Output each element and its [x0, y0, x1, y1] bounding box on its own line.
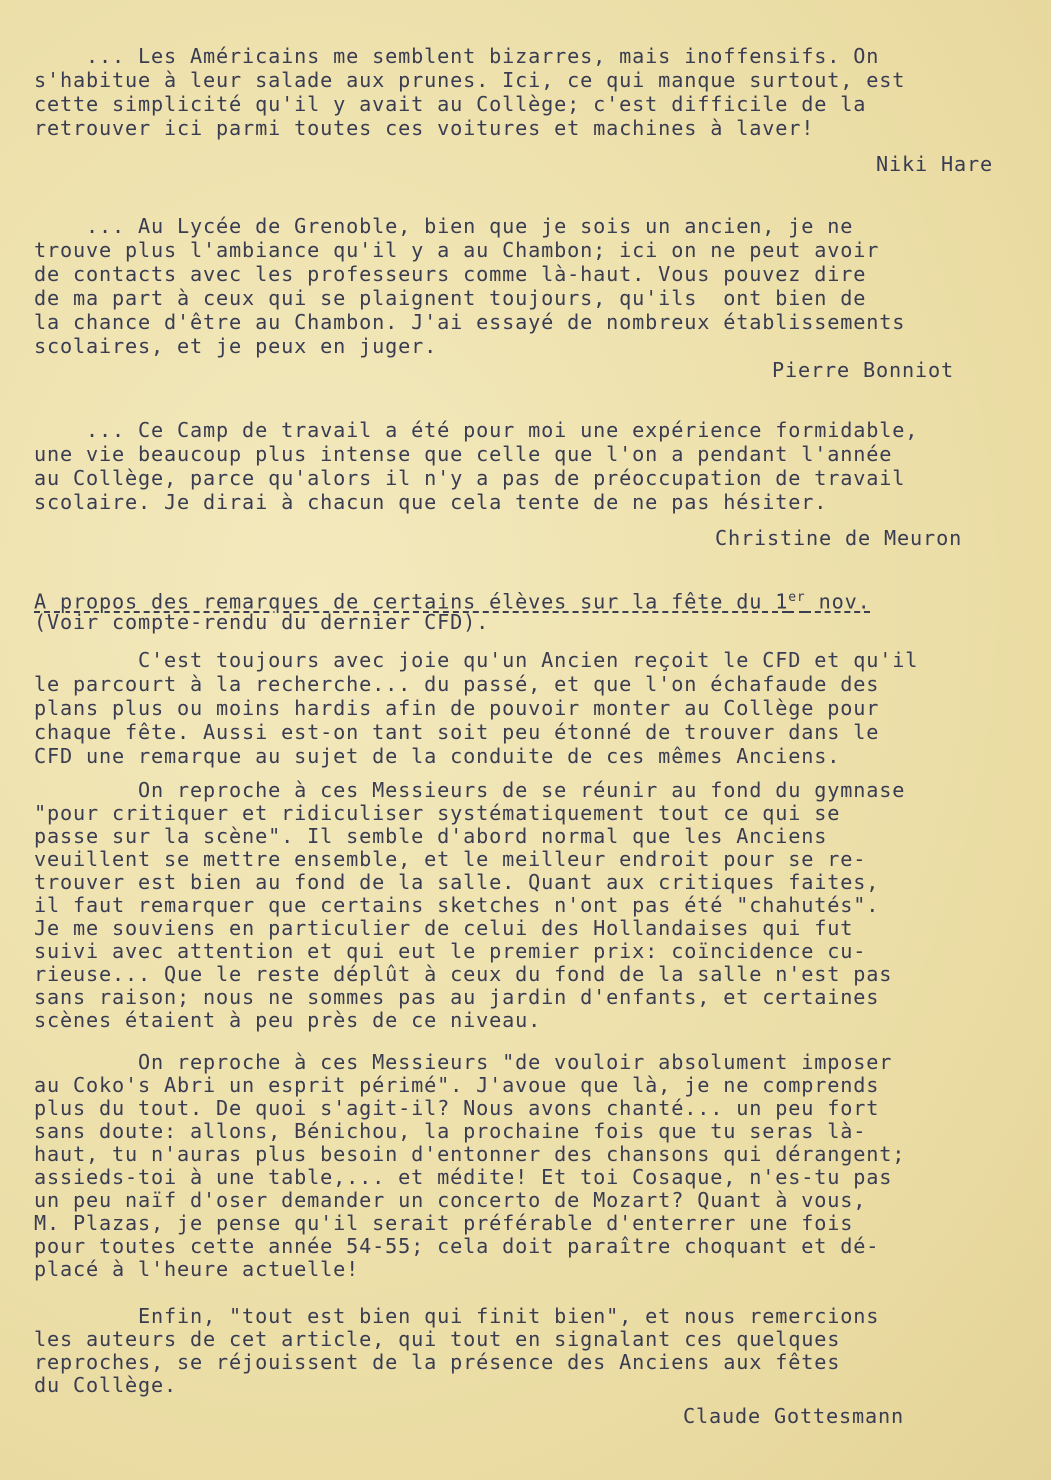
author-signature: Pierre Bonniot	[772, 358, 955, 382]
article-line: trouver est bien au fond de la salle. Quant aux critiques faites,	[34, 870, 880, 894]
author-signature: Claude Gottesmann	[683, 1404, 905, 1428]
article-line: au Coko's Abri un esprit périmé". J'avoue que là, je ne comprends	[34, 1073, 880, 1097]
letter-line: ... Au Lycée de Grenoble, bien que je sois un ancien, je ne	[34, 214, 854, 238]
article-line: les auteurs de cet article, qui tout en signalant ces quelques	[34, 1327, 841, 1351]
letter-line: ... Ce Camp de travail a été pour moi une expérience formidable,	[34, 418, 919, 442]
article-line: assieds-toi à une table,... et médite! Et toi Cosaque, n'es-tu pas	[34, 1165, 893, 1189]
article-line: passe sur la scène". Il semble d'abord normal que les Anciens	[34, 824, 828, 848]
letter-line: scolaire. Je dirai à chacun que cela tente de ne pas hésiter.	[34, 490, 828, 514]
author-signature: Christine de Meuron	[715, 526, 963, 550]
article-subheading: (Voir compte-rendu du dernier CFD).	[34, 610, 490, 634]
article-line: chaque fête. Aussi est-on tant soit peu étonné de trouver dans le	[34, 720, 880, 744]
article-line: Enfin, "tout est bien qui finit bien", et nous remercions	[34, 1304, 880, 1328]
article-line: placé à l'heure actuelle!	[34, 1257, 360, 1281]
article-line: reproches, se réjouissent de la présence des Anciens aux fêtes	[34, 1350, 841, 1374]
article-line: un peu naïf d'oser demander un concerto de Mozart? Quant à vous,	[34, 1188, 867, 1212]
article-line: scènes étaient à peu près de ce niveau.	[34, 1008, 542, 1032]
article-line: du Collège.	[34, 1373, 178, 1397]
letter-line: cette simplicité qu'il y avait au Collège; c'est difficile de la	[34, 92, 867, 116]
article-line: plans plus ou moins hardis afin de pouvoir monter au Collège pour	[34, 696, 880, 720]
letter-line: s'habitue à leur salade aux prunes. Ici, ce qui manque surtout, est	[34, 68, 906, 92]
article-line: On reproche à ces Messieurs de se réunir au fond du gymnase	[34, 778, 906, 802]
article-line: CFD une remarque au sujet de la conduite de ces mêmes Anciens.	[34, 744, 841, 768]
letter-line: scolaires, et je peux en juger.	[34, 334, 438, 358]
article-line: Je me souviens en particulier de celui des Hollandaises qui fut	[34, 916, 854, 940]
heading-end: nov.	[805, 589, 871, 614]
article-line: On reproche à ces Messieurs "de vouloir absolument imposer	[34, 1050, 893, 1074]
letter-line: au Collège, parce qu'alors il n'y a pas de préoccupation de travail	[34, 466, 906, 490]
article-line: il faut remarquer que certains sketches n'ont pas été "chahutés".	[34, 893, 880, 917]
article-line: plus du tout. De quoi s'agit-il? Nous avons chanté... un peu fort	[34, 1096, 880, 1120]
article-line: veuillent se mettre ensemble, et le meilleur endroit pour se re-	[34, 847, 867, 871]
letter-line: retrouver ici parmi toutes ces voitures et machines à laver!	[34, 116, 815, 140]
article-line: pour toutes cette année 54-55; cela doit paraître choquant et dé-	[34, 1234, 880, 1258]
letter-line: trouve plus l'ambiance qu'il y a au Chambon; ici on ne peut avoir	[34, 238, 880, 262]
article-line: le parcourt à la recherche... du passé, et que l'on échafaude des	[34, 672, 880, 696]
article-line: M. Plazas, je pense qu'il serait préférable d'enterrer une fois	[34, 1211, 854, 1235]
letter-line: de ma part à ceux qui se plaignent toujours, qu'ils ont bien de	[34, 286, 867, 310]
letter-line: de contacts avec les professeurs comme là-haut. Vous pouvez dire	[34, 262, 867, 286]
article-line: C'est toujours avec joie qu'un Ancien reçoit le CFD et qu'il	[34, 648, 919, 672]
article-line: suivi avec attention et qui eut le premier prix: coïncidence cu-	[34, 939, 867, 963]
article-line: rieuse... Que le reste déplût à ceux du fond de la salle n'est pas	[34, 962, 893, 986]
letter-line: une vie beaucoup plus intense que celle que l'on a pendant l'année	[34, 442, 893, 466]
heading-superscript: er	[788, 590, 806, 605]
author-signature: Niki Hare	[876, 152, 994, 176]
letter-line: ... Les Américains me semblent bizarres, mais inoffensifs. On	[34, 44, 880, 68]
article-line: sans raison; nous ne sommes pas au jardin d'enfants, et certaines	[34, 985, 880, 1009]
article-line: "pour critiquer et ridiculiser systématiquement tout ce qui se	[34, 801, 841, 825]
article-line: sans doute: allons, Bénichou, la prochaine fois que tu seras là-	[34, 1119, 867, 1143]
letter-line: la chance d'être au Chambon. J'ai essayé de nombreux établissements	[34, 310, 906, 334]
article-line: haut, tu n'auras plus besoin d'entonner des chansons qui dérangent;	[34, 1142, 906, 1166]
heading-text: A propos des remarques de certains élèves sur la fête du 1	[34, 589, 789, 614]
